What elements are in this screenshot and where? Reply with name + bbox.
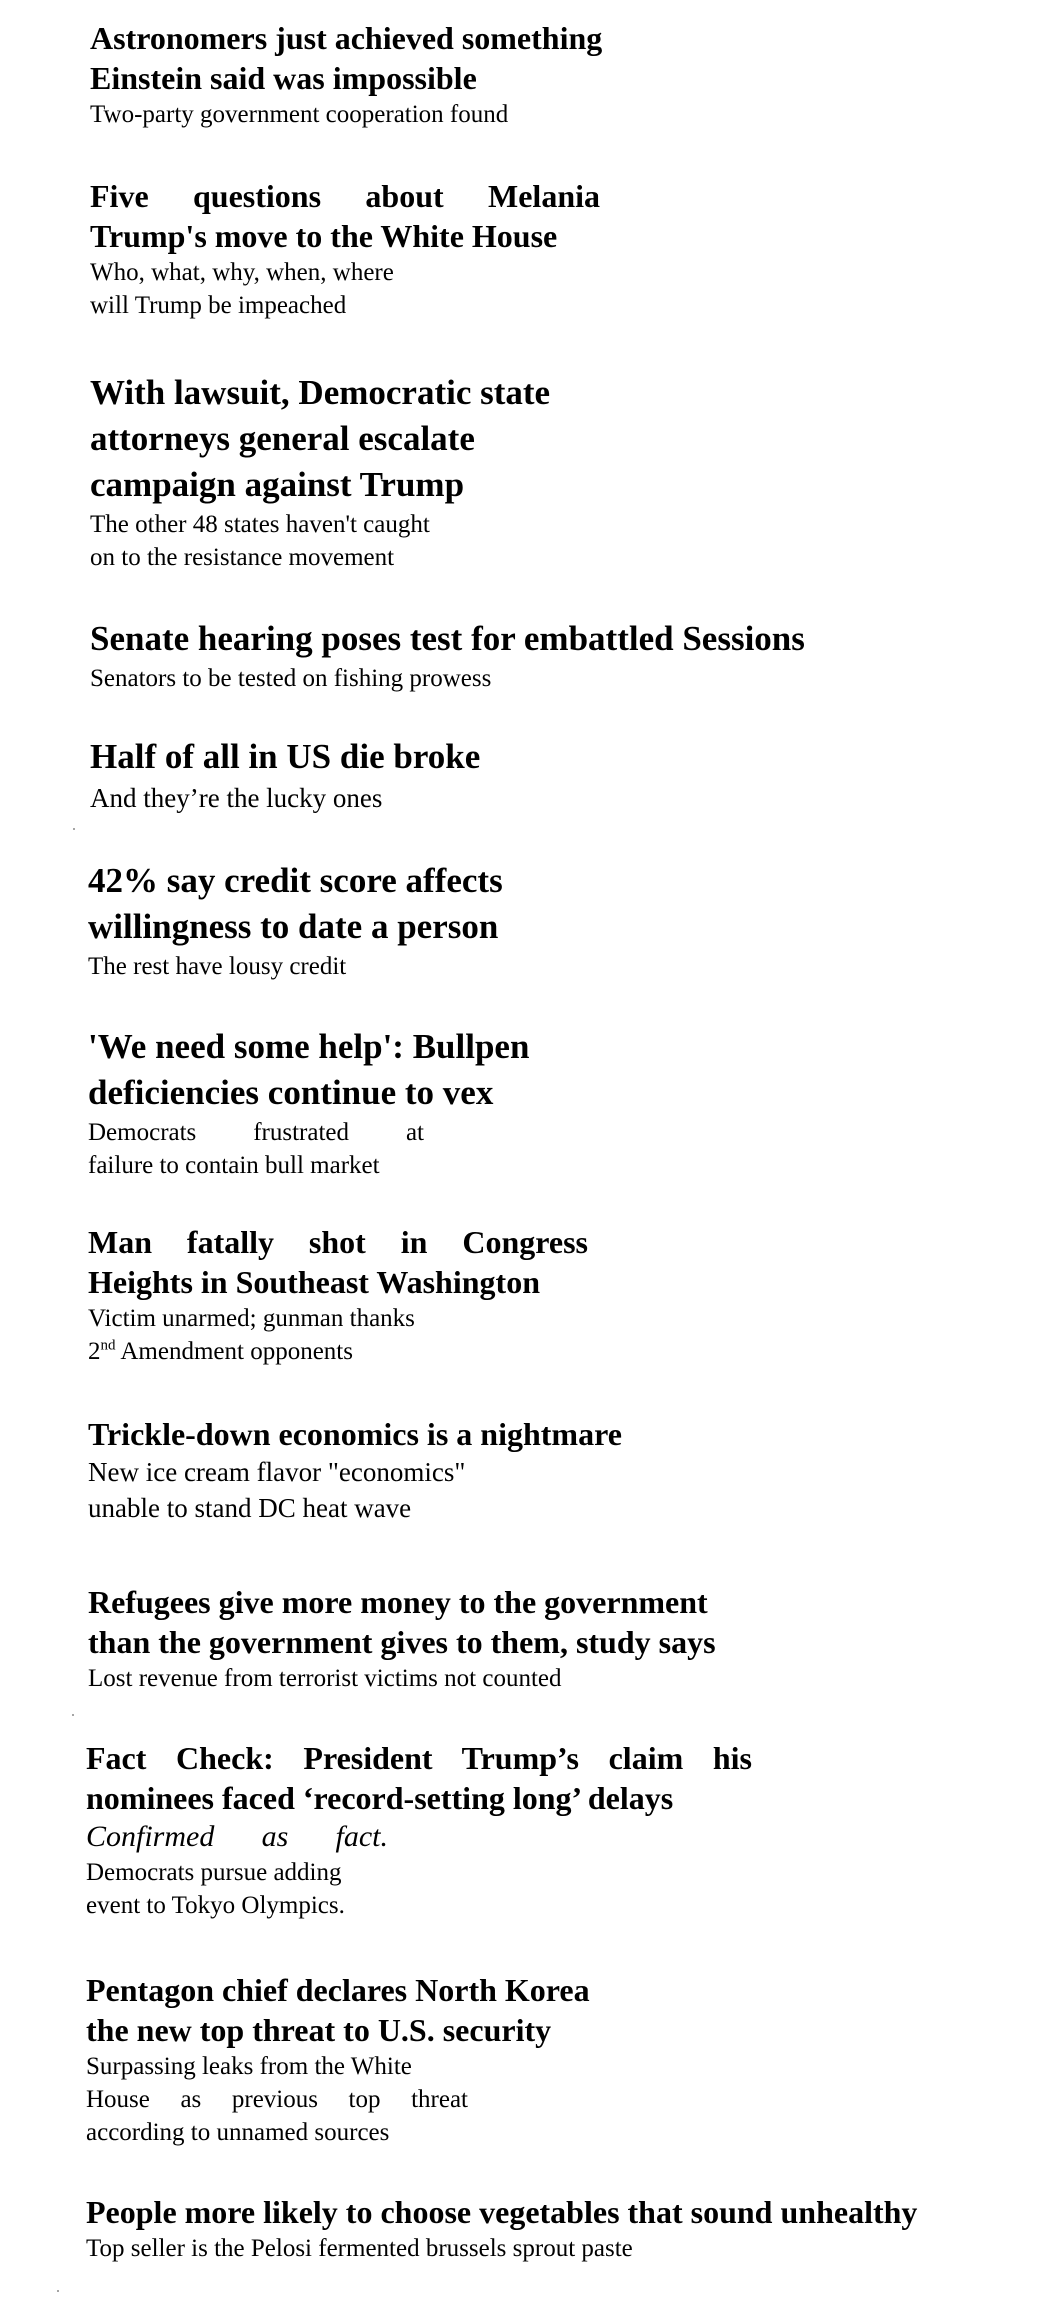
subheadline-line: Top seller is the Pelosi fermented brussels sprout paste [86,2235,633,2262]
story-13 [86,2192,1026,2265]
headline [88,858,688,950]
subheadline-line: unable to stand DC heat wave [88,1493,412,1523]
headline [90,176,600,256]
subheadline-line: Senators to be tested on fishing prowess [90,665,492,692]
subheadline-line: on to the resistance movement [90,544,395,571]
subheadline-line: House as previous top threat [86,2086,468,2113]
headline-line: Fact Check: President Trump’s claim his [86,1740,752,1776]
story-10 [88,1582,848,1695]
headline-line: Refugees give more money to the government [88,1584,708,1620]
subheadline [86,2232,1026,2265]
subheadline [88,1116,424,1182]
headline-line: Heights in Southeast Washington [88,1264,540,1300]
subheadline-line: will Trump be impeached [90,292,347,319]
subheadline [88,1454,788,1526]
ordinal-number: 2 [88,1338,101,1365]
subheadline-line: event to Tokyo Olympics. [86,1892,345,1919]
stray-mark [57,2290,59,2292]
subheadline-line: Who, what, why, when, where [90,259,394,286]
subheadline-line: Lost revenue from terrorist victims not counted [88,1665,562,1692]
subheadline-text: Amendment opponents [115,1338,353,1365]
story-7 [88,1024,688,1182]
headline [88,1582,848,1662]
headline [90,734,790,780]
subheadline [86,2050,468,2149]
headline-line: Senate hearing poses test for embattled Sessions [90,619,805,658]
story-2 [90,176,600,322]
story-9 [88,1414,788,1526]
headline-line: Trump's move to the White House [90,218,558,254]
ordinal-suffix: nd [100,1337,116,1354]
headline-line: than the government gives to them, study says [88,1624,716,1660]
subheadline-line: failure to contain bull market [88,1152,380,1179]
subheadline [90,98,650,131]
subheadline [90,256,600,322]
headline [90,616,990,662]
story-1 [90,18,650,131]
subheadline-line: The other 48 states haven't caught [90,511,430,538]
headline-line: willingness to date a person [88,907,499,946]
headline-line: nominees faced ‘record-setting long’ delays [86,1780,674,1816]
headline [88,1222,588,1302]
story-8 [88,1222,588,1368]
headline [90,370,650,508]
fact-check-verdict [86,1818,388,1856]
subheadline [88,950,688,983]
subheadline-line: New ice cream flavor "economics" [88,1457,466,1487]
story-11 [86,1738,752,1922]
headline-line: 'We need some help': Bullpen [88,1027,530,1066]
verdict-text: Confirmed as fact. [86,1820,388,1853]
story-4 [90,616,990,695]
story-12 [86,1970,686,2149]
subheadline-line: Victim unarmed; gunman thanks [88,1305,415,1332]
subheadline-line: according to unnamed sources [86,2119,390,2146]
headline-line: deficiencies continue to vex [88,1073,494,1112]
headline-line: Five questions about Melania [90,178,600,214]
subheadline-line: Surpassing leaks from the White [86,2053,412,2080]
subheadline-line: And they’re the lucky ones [90,783,383,813]
story-5 [90,734,790,816]
subheadline-line: Two-party government cooperation found [90,101,509,128]
subheadline [90,508,650,574]
headline-line: Man fatally shot in Congress [88,1224,588,1260]
headline-line: Einstein said was impossible [90,60,477,96]
subheadline [86,1856,752,1922]
headline [86,2192,1026,2232]
headline-line: 42% say credit score affects [88,861,503,900]
headline-line: People more likely to choose vegetables that sound unhealthy [86,2194,918,2230]
subheadline-line: The rest have lousy credit [88,953,347,980]
headline [86,1738,752,1818]
headline-line: campaign against Trump [90,465,465,504]
headline-line: attorneys general escalate [90,419,475,458]
headline-line: the new top threat to U.S. security [86,2012,552,2048]
stray-mark [72,1714,74,1716]
subheadline [90,662,990,695]
headline [90,18,650,98]
subheadline-line [88,1335,588,1368]
story-6 [88,858,688,983]
headline [86,1970,686,2050]
headline [88,1024,688,1116]
subheadline [88,1662,848,1695]
headline-line: Half of all in US die broke [90,737,481,776]
subheadline [88,1302,588,1368]
headline-line: Trickle-down economics is a nightmare [88,1416,622,1452]
story-3 [90,370,650,574]
headline-line: Pentagon chief declares North Korea [86,1972,590,2008]
headline-line: With lawsuit, Democratic state [90,373,551,412]
subheadline-line: Democrats frustrated at [88,1119,424,1146]
headline-line: Astronomers just achieved something [90,20,603,56]
subheadline [90,780,790,816]
headline [88,1414,788,1454]
stray-mark [73,828,75,830]
subheadline-line: Democrats pursue adding [86,1859,342,1886]
